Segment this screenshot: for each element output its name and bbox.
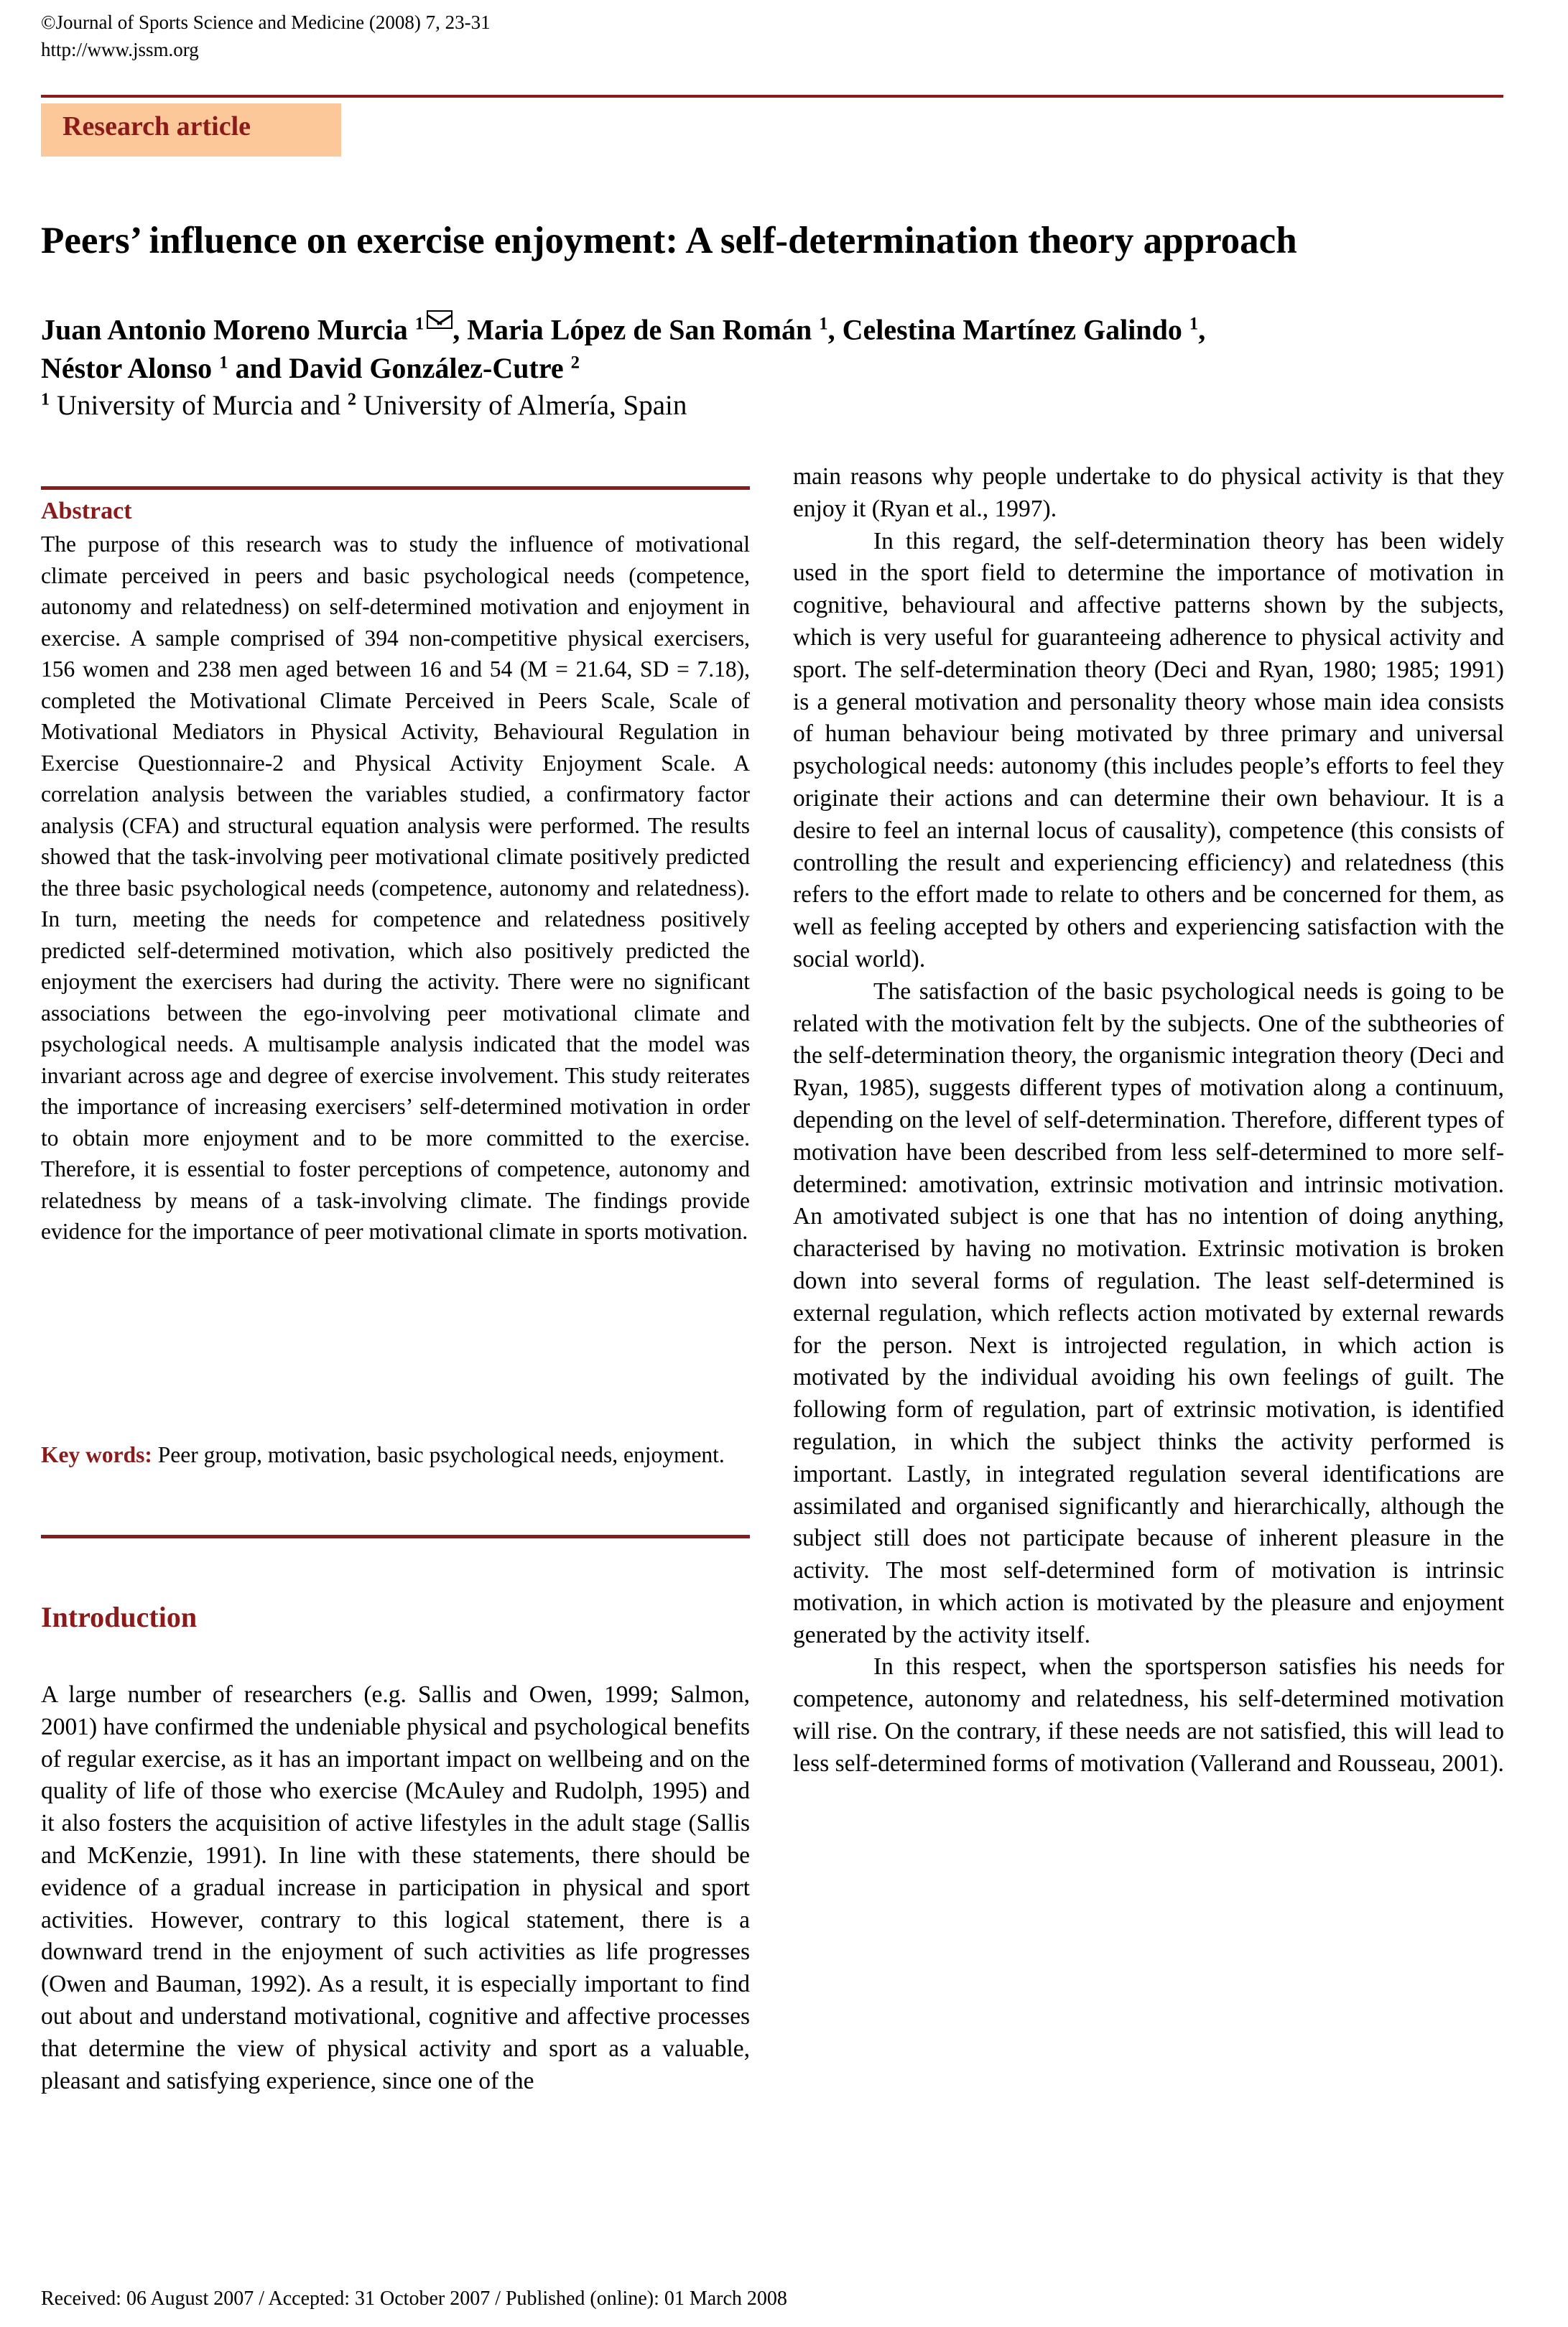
journal-url: http://www.jssm.org [41,39,199,60]
abstract-bottom-rule [41,1535,750,1538]
affiliations [41,388,687,424]
author-list [41,310,1205,388]
author-separator: , [1198,313,1206,346]
introduction-text [41,1679,750,2097]
affiliation-text: University of Murcia and [50,390,348,421]
keywords [41,1439,750,1471]
author-affiliation-mark: 1 [1189,314,1199,334]
abstract-text [41,529,750,1248]
author-name: Juan Antonio Moreno Murcia [41,313,408,346]
envelope-icon [427,310,453,329]
body-paragraph: The satisfaction of the basic psychological needs is going to be related with the motivation felt by the subjects. One of the subtheories of the self-determination theory, the organismic integration theory (Deci and Ryan, 1985), suggests different types of motivation along a continuum, depending on the level of self-determination. Therefore, different types of motivation have been described from less self-determined to more self-determined: amotivation, extrinsic motivation and intrinsic motivation. An amotivated subject is one that has no intention of doing anything, characterised by having no motivation. Extrinsic motivation is broken down into several forms of regulation. The least self-determined is external regulation, which reflects action motivated by external rewards for the person. Next is introjected regulation, in which action is motivated by the individual avoiding his own feelings of guilt. The following form of regulation, part of extrinsic motivation, is identified regulation, in which the subject thinks the activity performed is important. Lastly, in integrated regulation several identifications are assimilated and organised significantly and hierarchically, although the subject still does not participate because of inherent pleasure in the activity. The most self-determined form of motivation is intrinsic motivation, in which action is motivated by the pleasure and enjoyment generated by the activity itself. [793,977,1504,1648]
introduction-paragraph: A large number of researchers (e.g. Sallis and Owen, 1999; Salmon, 2001) have confirmed the undeniable physical and psychological benefits of regular exercise, as it has an important impact on wellbeing and on the quality of life of those who exercise (McAuley and Rudolph, 1995) and it also fosters the acquisition of active lifestyles in the adult stage (Sallis and McKenzie, 1991). In line with these statements, there should be evidence of a gradual increase in participation in physical and sport activities. However, contrary to this logical statement, there is a downward trend in the enjoyment of such activities as life progresses (Owen and Bauman, 1992). As a result, it is especially important to find out about and understand motivational, cognitive and affective processes that determine the view of physical activity and sport as a valuable, pleasant and satisfying experience, since one of the [41,1681,750,2094]
received-dates: Received: 06 August 2007 / Accepted: 31 October 2007 / Published (online): 01 March 2008 [41,2287,787,2310]
article-type-badge [41,103,341,157]
author-name: , Maria López de San Román [453,313,812,346]
author-affiliation-mark: 1 [414,314,425,334]
author-affiliation-mark: 1 [819,314,828,334]
author-name: and David González-Cutre [228,352,564,385]
header-rule [41,95,1503,98]
abstract-top-rule [41,486,750,490]
article-type-label: Research article [62,111,251,141]
right-column-text [793,461,1504,1780]
body-paragraph: In this respect, when the sportsperson satisfies his needs for competence, autonomy and relatedness, his self-determined motivation will rise. On the contrary, if these needs are not satisfied, this will lead to less self-determined forms of motivation (Vallerand and Rousseau, 2001). [793,1653,1504,1777]
body-paragraph: In this regard, the self-determination theory has been widely used in the sport field to determine the importance of motivation in cognitive, behavioural and affective patterns shown by the subjects, which is very useful for guaranteeing adherence to physical activity and sport. The self-determination theory (Deci and Ryan, 1980; 1985; 1991) is a general motivation and personality theory whose main idea consists of human behaviour being motivated by three primary and universal psychological needs: autonomy (this includes people’s efforts to feel they originate their actions and can determine their own behaviour. It is a desire to feel an internal locus of causality), competence (this consists of controlling the result and experiencing efficiency) and relatedness (this refers to the effort made to relate to others and be concerned for them, as well as feeling accepted by others and experiencing satisfaction with the social world). [793,527,1504,972]
abstract-heading: Abstract [41,498,132,524]
affiliation-text: University of Almería, Spain [356,390,687,421]
author-name: Néstor Alonso [41,352,213,385]
body-paragraph: main reasons why people undertake to do physical activity is that they enjoy it (Ryan et al., 1997). [793,463,1504,522]
keywords-label: Key words: [41,1442,152,1467]
paper-title: Peers’ influence on exercise enjoyment: A self-determination theory approach [41,220,1297,261]
author-name: , Celestina Martínez Galindo [827,313,1182,346]
affiliation-mark: 2 [347,389,357,409]
author-affiliation-mark: 1 [219,353,228,373]
keywords-text: Peer group, motivation, basic psychological needs, enjoyment. [152,1442,725,1467]
author-affiliation-mark: 2 [570,353,580,373]
introduction-heading: Introduction [41,1601,198,1633]
affiliation-mark: 1 [41,389,50,409]
abstract-paragraph: The purpose of this research was to study the influence of motivational climate perceived in peers and basic psychological needs (competence, autonomy and relatedness) on self-determined motivation and enjoyment in exercise. A sample comprised of 394 non-competitive physical exercisers, 156 women and 238 men aged between 16 and 54 (M = 21.64, SD = 7.18), completed the Motivational Climate Perceived in Peers Scale, Scale of Motivational Mediators in Physical Activity, Behavioural Regulation in Exercise Questionnaire-2 and Physical Activity Enjoyment Scale. A correlation analysis between the variables studied, a confirmatory factor analysis (CFA) and structural equation analysis were performed. The results showed that the task-involving peer motivational climate positively predicted the three basic psychological needs (competence, autonomy and relatedness). In turn, meeting the needs for competence and relatedness positively predicted self-determined motivation, which also positively predicted the enjoyment the exercisers had during the activity. There were no significant associations between the ego-involving peer motivational climate and psychological needs. A multisample analysis indicated that the model was invariant across age and degree of exercise involvement. This study reiterates the importance of increasing exercisers’ self-determined motivation in order to obtain more enjoyment and to be more committed to the exercise. Therefore, it is essential to foster perceptions of competence, autonomy and relatedness by means of a task-involving climate. The findings provide evidence for the importance of peer motivational climate in sports motivation. [41,531,750,1244]
journal-citation: ©Journal of Sports Science and Medicine (2008) 7, 23-31 [41,11,491,33]
